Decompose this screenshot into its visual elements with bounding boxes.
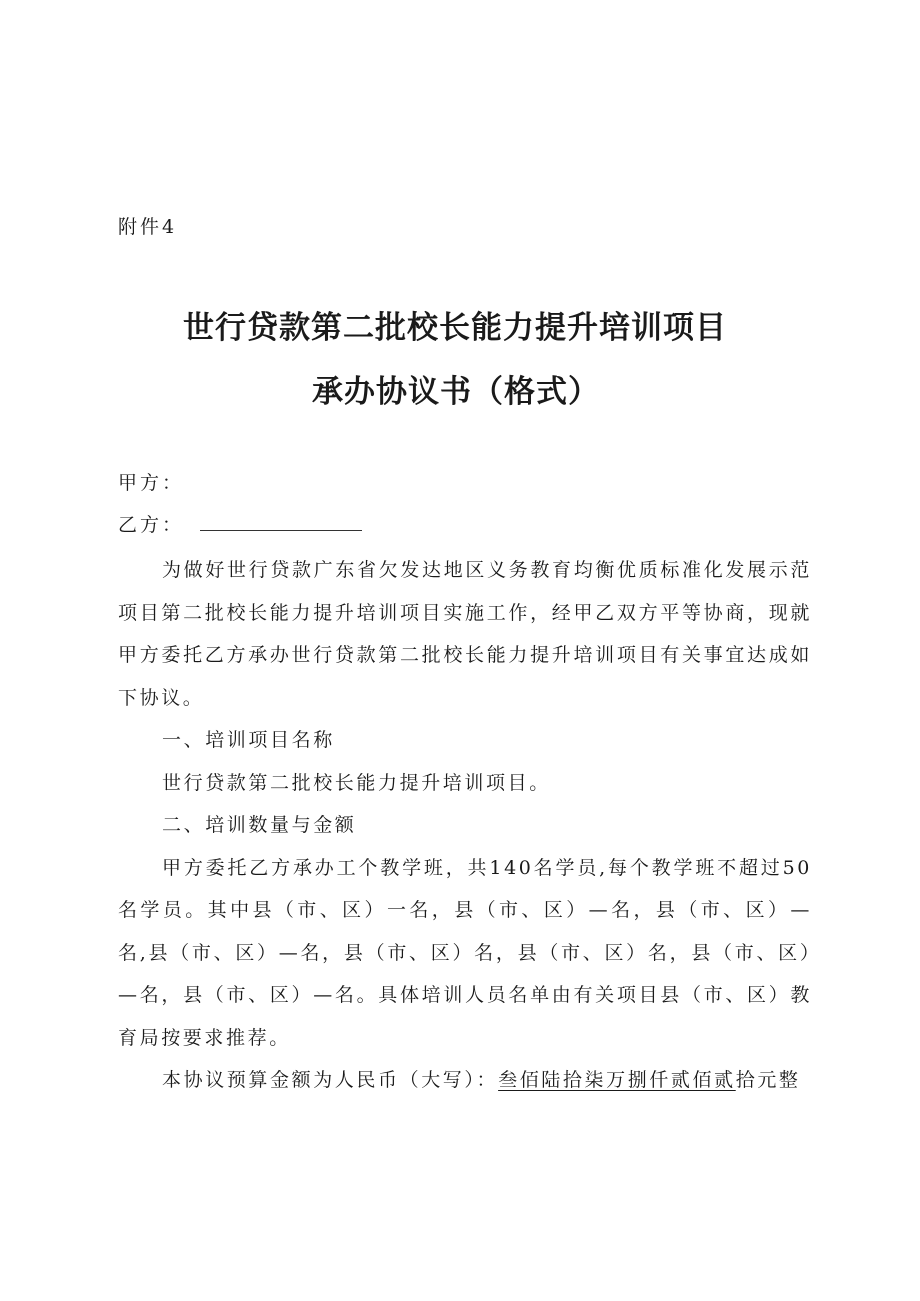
agreement-body bbox=[118, 549, 812, 1102]
budget-amount-underlined: 叁佰陆拾柒万捌仟贰佰贰 bbox=[498, 1069, 736, 1091]
document-title-line-2: 承办协议书（格式） bbox=[312, 374, 600, 410]
document-title-line-1: 世行贷款第二批校长能力提升培训项目 bbox=[183, 310, 727, 346]
section-1-heading: 一、培训项目名称 bbox=[162, 729, 335, 751]
section-1-body: 世行贷款第二批校长能力提升培训项目。 bbox=[162, 771, 551, 794]
party-b-blank-line bbox=[200, 514, 362, 531]
party-a-label: 甲方： bbox=[118, 472, 185, 494]
budget-prefix: 本协议预算金额为人民币（大写）： bbox=[162, 1069, 499, 1091]
section-2-heading: 二、培训数量与金额 bbox=[162, 814, 357, 836]
party-b-line bbox=[118, 510, 362, 537]
party-a-line bbox=[118, 468, 184, 495]
section-2-body: 甲方委托乙方承办工个教学班，共140名学员,每个教学班不超过50名学员。其中县（市、区）一名，县（市、区）—名，县（市、区）—名,县（市、区）—名，县（市、区）名，县（市、区）名，县（市、区）—名，县（市、区）—名。具体培训人员名单由有关项目县（市、区）教育局按要求推荐。 bbox=[118, 856, 812, 1049]
attachment-label: 附件4 bbox=[118, 216, 178, 238]
party-b-label: 乙方： bbox=[118, 514, 185, 536]
budget-suffix: 拾元整 bbox=[735, 1069, 801, 1091]
budget-paragraph bbox=[118, 1059, 812, 1102]
intro-paragraph: 为做好世行贷款广东省欠发达地区义务教育均衡优质标准化发展示范项目第二批校长能力提升培训项目实施工作，经甲乙双方平等协商，现就甲方委托乙方承办世行贷款第二批校长能力提升培训项目有关事宜达成如下协议。 bbox=[118, 559, 812, 709]
